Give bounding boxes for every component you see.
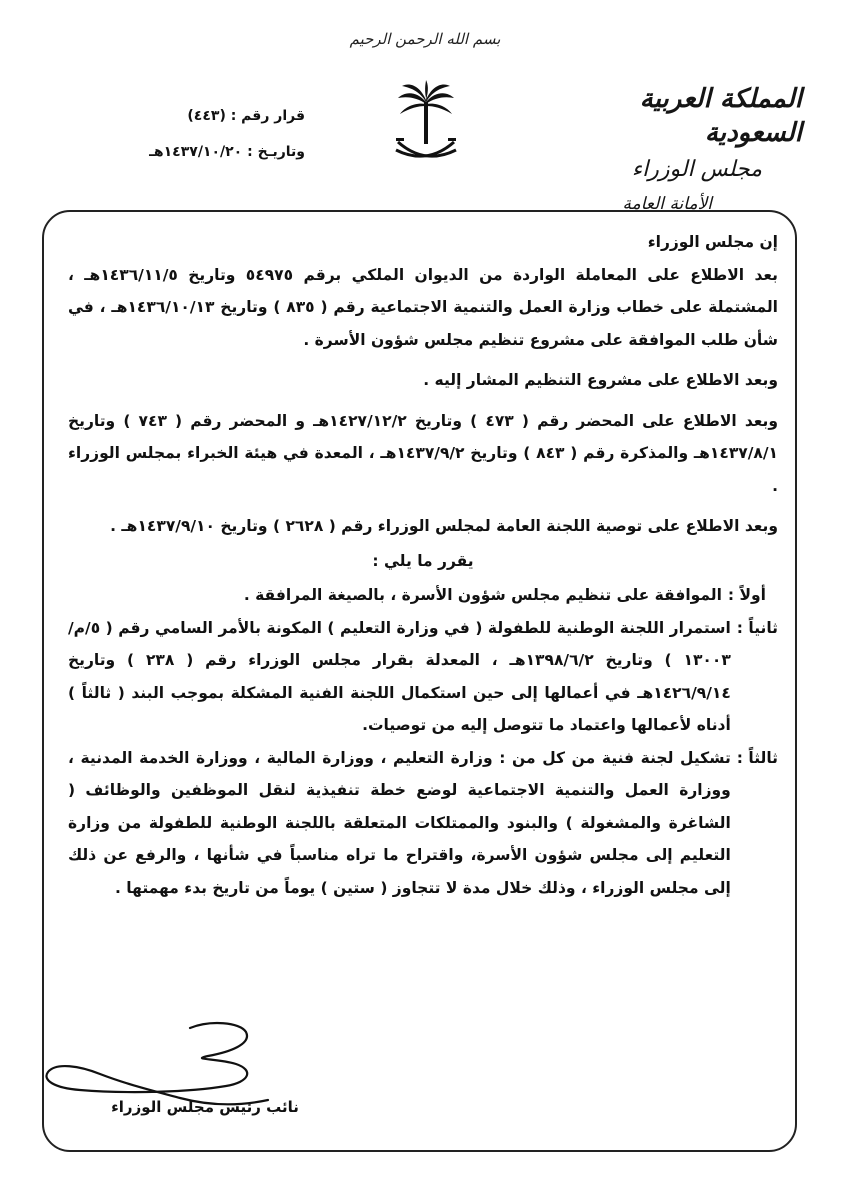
letterhead	[542, 82, 802, 218]
decision-body	[68, 226, 778, 904]
clause-2	[68, 612, 778, 742]
clause-1	[68, 579, 778, 612]
paragraph-1: بعد الاطلاع على المعاملة الواردة من الديوان الملكي برقم ٥٤٩٧٥ وتاريخ ١٤٣٦/١١/٥هـ ، المشتملة على خطاب وزارة العمل والتنمية الاجتماعية رقم ( ٨٣٥ ) وتاريخ ١٤٣٦/١٠/١٣هـ ، في شأن طلب الموافقة على مشروع تنظيم مجلس شؤون الأسرة .	[68, 265, 778, 349]
paragraph-3: وبعد الاطلاع على المحضر رقم ( ٤٧٣ ) وتاريخ ١٤٢٧/١٢/٢هـ و المحضر رقم ( ٧٤٣ ) وتاريخ ١٤٣٧/٨/١هـ والمذكرة رقم ( ٨٤٣ ) وتاريخ ١٤٣٧/٩/٢هـ ، المعدة في هيئة الخبراء بمجلس الوزراء .	[68, 411, 779, 495]
clause-text: الموافقة على تنظيم مجلس شؤون الأسرة ، بالصيغة المرافقة .	[243, 586, 722, 604]
decision-date: وتاريـخ : ١٤٣٧/١٠/٢٠هـ	[149, 144, 305, 160]
basmala: بسم الله الرحمن الرحيم	[349, 30, 501, 48]
signer-title: نائب رئيس مجلس الوزراء	[111, 1098, 299, 1116]
clause-text: استمرار اللجنة الوطنية للطفولة ( في وزارة التعليم ) المكونة بالأمر السامي رقم ( ٥/م/١٣٠٠٣ ) وتاريخ ١٣٩٨/٦/٢هـ ، المعدلة بقرار مجلس الوزراء رقم ( ٢٣٨ ) وتاريخ ١٤٢٦/٩/١٤هـ في أعمالها إلى حين استكمال اللجنة الفنية المشكلة بموجب البند ( ثالثاً ) أدناه لأعمالها واعتماد ما تتوصل إليه من توصيات.	[68, 618, 731, 734]
paragraph-4: وبعد الاطلاع على توصية اللجنة العامة لمجلس الوزراء رقم ( ٢٦٢٨ ) وتاريخ ١٤٣٧/٩/١٠هـ .	[110, 517, 778, 535]
opening-line: إن مجلس الوزراء	[647, 233, 778, 251]
clause-3	[68, 742, 778, 905]
clause-label: أولاً :	[727, 586, 766, 604]
decision-number: قرار رقم : (٤٤٣)	[187, 108, 305, 124]
kingdom-name: المملكة العربية السعودية	[639, 84, 802, 148]
clause-label: ثانياً :	[736, 618, 778, 637]
clause-label: ثالثاً :	[736, 748, 778, 767]
palm-swords-emblem-icon	[392, 80, 460, 170]
clause-text: تشكيل لجنة فنية من كل من : وزارة التعليم ، ووزارة المالية ، ووزارة الخدمة المدنية ، ووزارة العمل والتنمية الاجتماعية لوضع خطة تنفيذية لنقل الموظفين والوظائف ( الشاغرة والمشغولة ) والبنود والممتلكات المتعلقة باللجنة الوطنية للطفولة من وزارة التعليم إلى مجلس شؤون الأسرة، واقتراح ما تراه مناسباً في شأنها ، والرفع عن ذلك إلى مجلس الوزراء ، وذلك خلال مدة لا تتجاوز ( ستين ) يوماً من تاريخ بدء مهمتها .	[68, 748, 731, 897]
handwritten-signature	[40, 1020, 300, 1110]
decides-heading: يقرر ما يلي :	[372, 551, 474, 570]
secretariat-name: الأمانة العامة	[622, 194, 712, 214]
council-name: مجلس الوزراء	[631, 157, 762, 182]
paragraph-2: وبعد الاطلاع على مشروع التنظيم المشار إليه .	[423, 371, 778, 389]
decision-info	[110, 98, 305, 170]
